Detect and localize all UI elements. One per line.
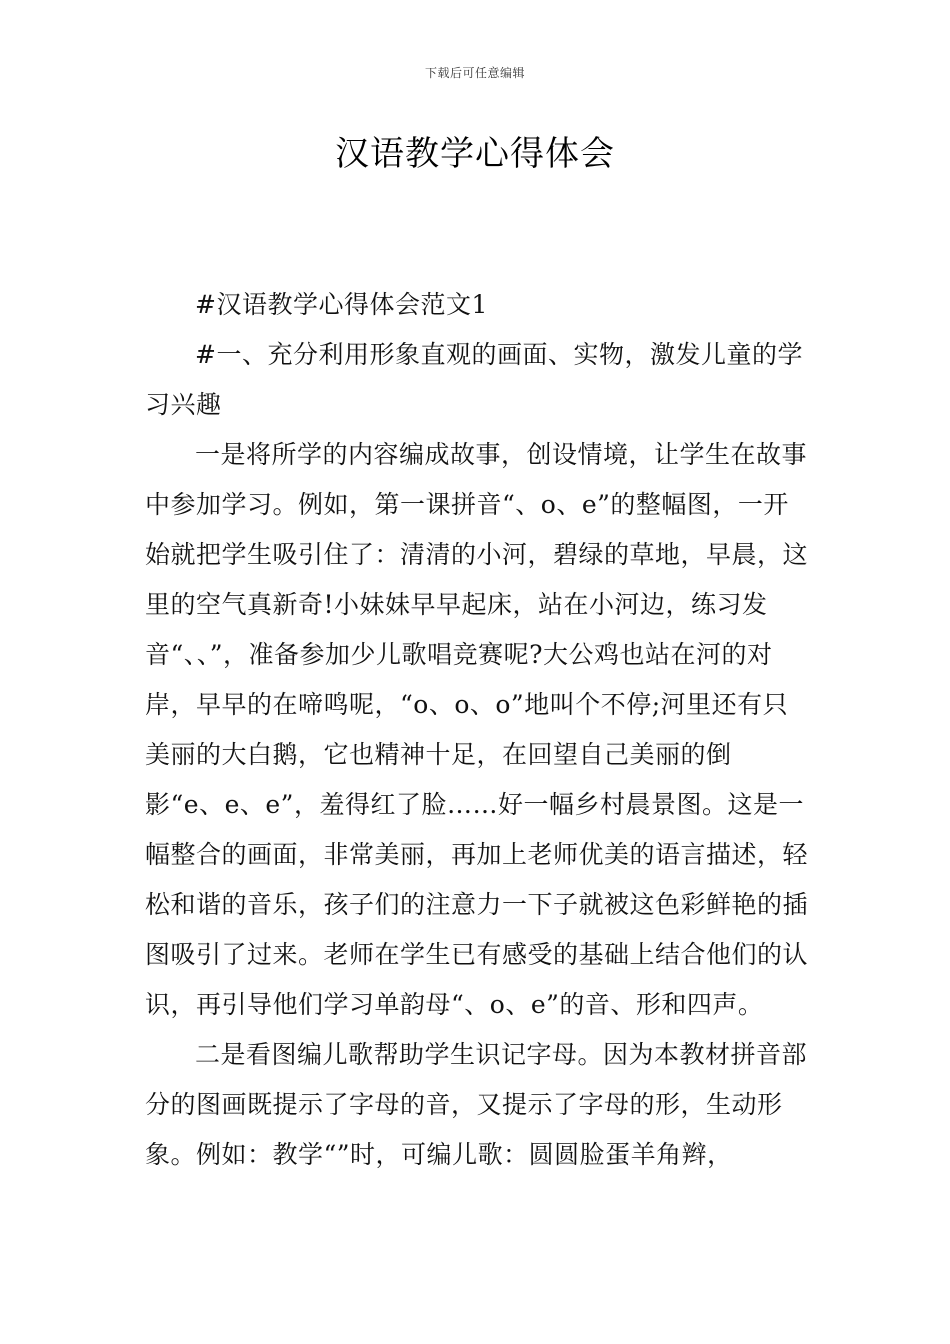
header-note: 下载后可任意编辑 — [424, 66, 525, 80]
body-paragraph: 二是看图编儿歌帮助学生识记字母。因为本教材拼音部分的图画既提示了字母的音，又提示了字母的形，生动形象。例如：教学“”时，可编儿歌：圆圆脸蛋羊角辫， — [145, 1040, 808, 1169]
section-heading: #汉语教学心得体会范文1 — [195, 290, 488, 319]
document-body — [145, 280, 810, 1180]
document-title: 汉语教学心得体会 — [335, 134, 615, 174]
subsection-heading: #一、充分利用形象直观的画面、实物，激发儿童的学习兴趣 — [145, 340, 803, 419]
body-paragraph: 一是将所学的内容编成故事，创设情境，让学生在故事中参加学习。例如，第一课拼音“、o、e”的整幅图，一开始就把学生吸引住了：清清的小河，碧绿的草地，早晨，这里的空气真新奇!小妹妹早早起床，站在小河边，练习发音“、、”，准备参加少儿歌唱竞赛呢?大公鸡也站在河的对岸，早早的在啼鸣呢，“o、o、o”地叫个不停;河里还有只美丽的大白鹅，它也精神十足，在回望自己美丽的倒影“e、e、e”，羞得红了脸……好一幅乡村晨景图。这是一幅整合的画面，非常美丽，再加上老师优美的语言描述，轻松和谐的音乐，孩子们的注意力一下子就被这色彩鲜艳的插图吸引了过来。老师在学生已有感受的基础上结合他们的认识，再引导他们学习单韵母“、o、e”的音、形和四声。 — [145, 440, 809, 1019]
